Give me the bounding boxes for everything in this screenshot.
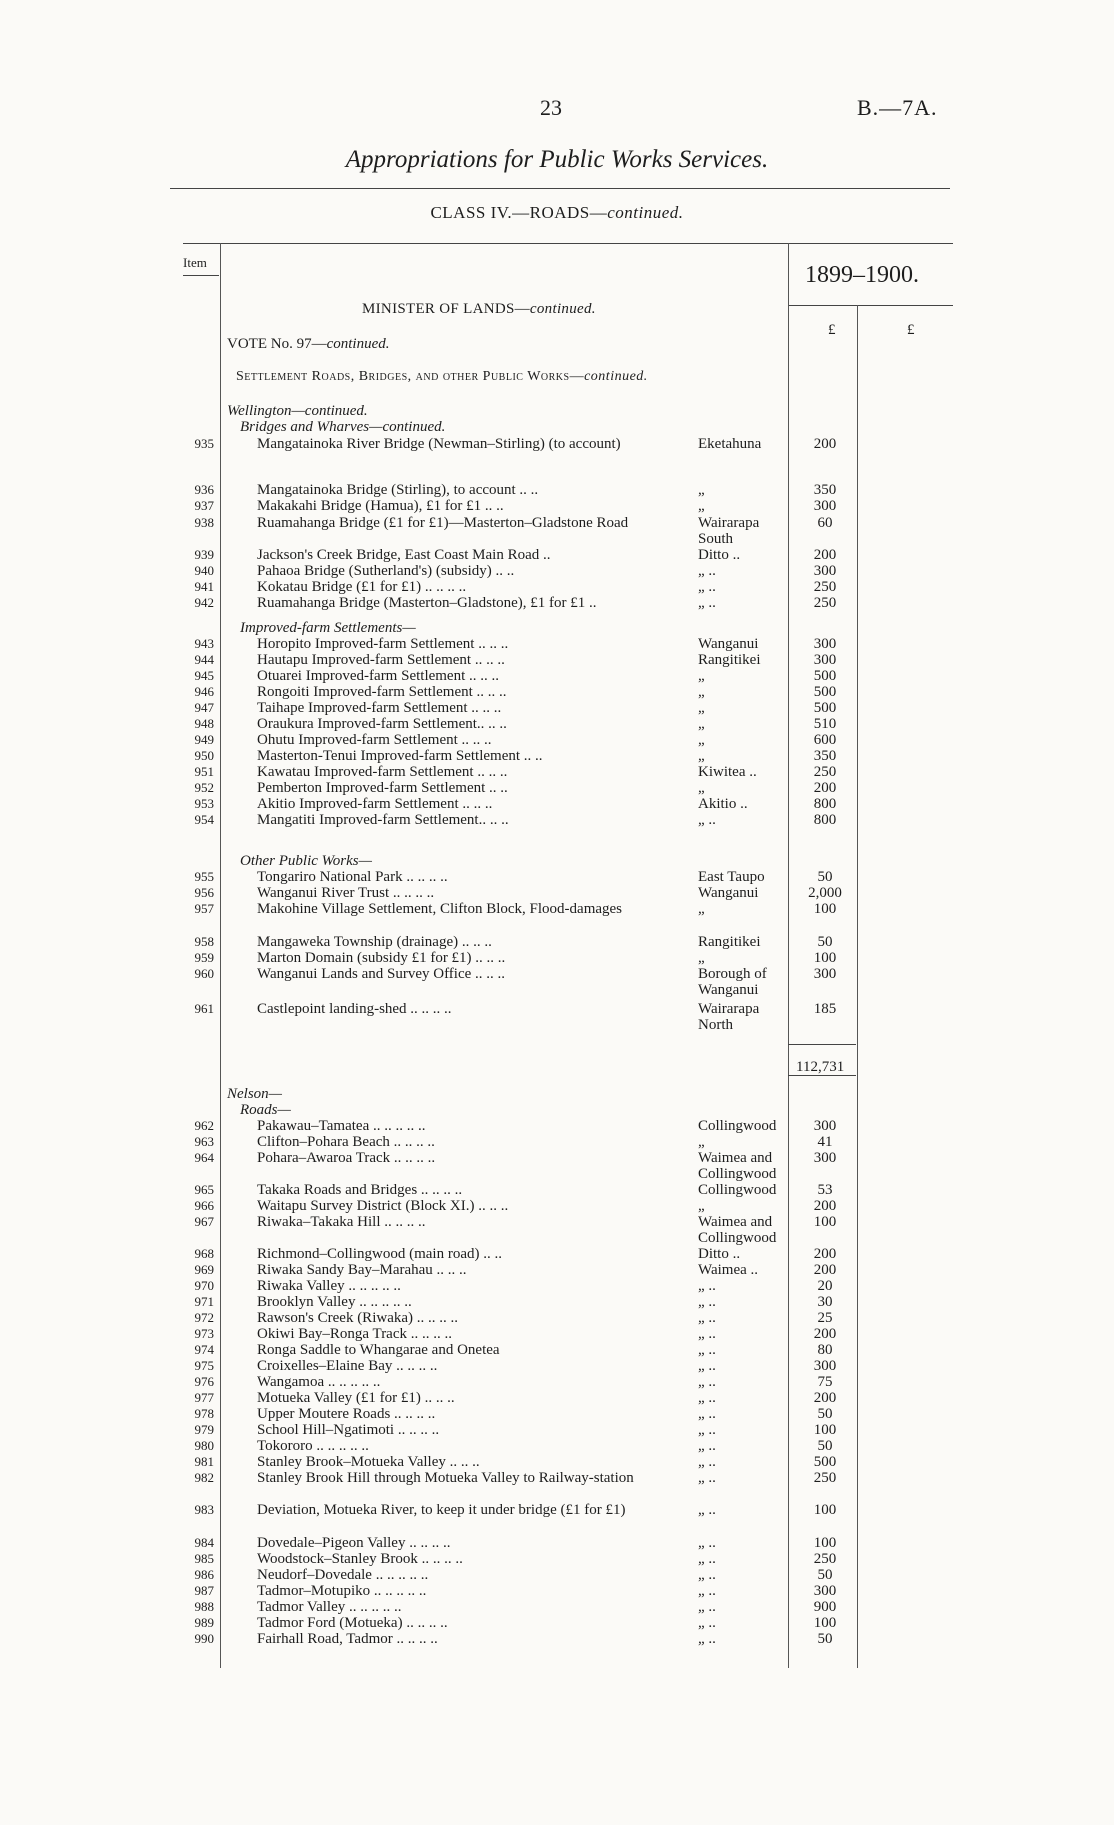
- item-amount: 300: [813, 563, 837, 579]
- item-number: 954: [194, 812, 214, 827]
- item-amount: 80: [817, 1342, 833, 1358]
- currency-symbol-2: £: [907, 322, 915, 338]
- item-description: Deviation, Motueka River, to keep it under bridge (£1 for £1): [257, 1502, 626, 1518]
- item-location: Eketahuna: [698, 436, 762, 452]
- item-location: „ ..: [698, 1438, 716, 1454]
- item-description: Pahaoa Bridge (Sutherland's) (subsidy) .. ..: [257, 563, 515, 579]
- item-amount: 250: [813, 764, 837, 780]
- item-number: 969: [194, 1262, 214, 1277]
- item-location: „ ..: [698, 812, 716, 828]
- item-location: „ ..: [698, 1631, 716, 1647]
- item-location: „: [698, 668, 705, 684]
- item-description: Riwaka Sandy Bay–Marahau .. .. ..: [257, 1262, 467, 1278]
- subheading-roads: Roads—: [240, 1102, 291, 1118]
- item-location: Waimea ..: [698, 1262, 759, 1278]
- item-description: Tadmor Ford (Motueka) .. .. .. ..: [257, 1615, 448, 1631]
- item-description: Richmond–Collingwood (main road) .. ..: [257, 1246, 502, 1262]
- item-amount: 250: [813, 1470, 837, 1486]
- item-amount: 2,000: [808, 885, 842, 901]
- item-location: Wairarapa South: [698, 515, 760, 547]
- item-number: 979: [194, 1422, 214, 1437]
- item-description: Makohine Village Settlement, Clifton Block, Flood-damages: [257, 901, 623, 917]
- section-heading: Settlement Roads, Bridges, and other Public Works—continued.: [236, 369, 648, 384]
- item-column-header: Item: [183, 255, 207, 270]
- item-location: „ ..: [698, 1567, 716, 1583]
- item-location: „: [698, 684, 705, 700]
- item-amount: 60: [817, 515, 833, 531]
- item-amount: 200: [813, 1198, 837, 1214]
- item-description: Croixelles–Elaine Bay .. .. .. ..: [257, 1358, 438, 1374]
- item-description: Ruamahanga Bridge (Masterton–Gladstone), £1 for £1 ..: [257, 595, 597, 611]
- item-location: „ ..: [698, 1535, 716, 1551]
- item-number: 961: [194, 1001, 214, 1016]
- item-amount: 200: [813, 1390, 837, 1406]
- item-description: Hautapu Improved-farm Settlement .. .. ..: [257, 652, 505, 668]
- item-description: Stanley Brook Hill through Motueka Valley to Railway-station: [257, 1470, 634, 1486]
- item-amount: 600: [813, 732, 837, 748]
- item-amount: 300: [813, 1118, 837, 1134]
- item-amount: 100: [813, 950, 837, 966]
- item-location: Borough of Wanganui: [698, 966, 767, 998]
- item-number: 946: [194, 684, 214, 699]
- item-amount: 500: [813, 1454, 837, 1470]
- item-amount: 350: [813, 482, 837, 498]
- item-location: „: [698, 1134, 705, 1150]
- item-amount: 350: [813, 748, 837, 764]
- item-amount: 500: [813, 700, 837, 716]
- item-number: 958: [194, 934, 214, 949]
- item-amount: 41: [817, 1134, 833, 1150]
- item-number: 952: [194, 780, 214, 795]
- subheading-bridges: Bridges and Wharves—continued.: [240, 419, 446, 435]
- item-description: Ronga Saddle to Whangarae and Onetea: [257, 1342, 500, 1358]
- item-amount: 50: [817, 1631, 833, 1647]
- item-description: Marton Domain (subsidy £1 for £1) .. .. ..: [257, 950, 506, 966]
- item-description: Tadmor–Motupiko .. .. .. .. ..: [257, 1583, 427, 1599]
- item-number: 967: [194, 1214, 214, 1229]
- item-amount: 100: [813, 1214, 837, 1230]
- item-description: Wanganui Lands and Survey Office .. .. ..: [257, 966, 506, 982]
- item-location: „: [698, 950, 705, 966]
- item-description: Jackson's Creek Bridge, East Coast Main Road ..: [257, 547, 551, 563]
- item-location: „ ..: [698, 1599, 716, 1615]
- item-number: 968: [194, 1246, 214, 1261]
- item-location: Akitio ..: [698, 796, 748, 812]
- item-amount: 200: [813, 436, 837, 452]
- item-location: „ ..: [698, 1583, 716, 1599]
- item-description: School Hill–Ngatimoti .. .. .. ..: [257, 1422, 440, 1438]
- item-location: Collingwood: [698, 1182, 777, 1198]
- item-number: 944: [194, 652, 214, 667]
- item-location: „ ..: [698, 1326, 716, 1342]
- item-number: 974: [194, 1342, 214, 1357]
- item-number: 983: [194, 1502, 214, 1517]
- table-top-rule: [183, 243, 953, 244]
- item-amount: 50: [817, 1567, 833, 1583]
- item-location: „ ..: [698, 579, 716, 595]
- subheading-other-works: Other Public Works—: [240, 853, 372, 869]
- item-number: 976: [194, 1374, 214, 1389]
- item-description: Castlepoint landing-shed .. .. .. ..: [257, 1001, 452, 1017]
- item-amount: 300: [813, 1358, 837, 1374]
- item-description: Tokororo .. .. .. .. ..: [257, 1438, 369, 1454]
- vote-label: VOTE No. 97—continued.: [227, 336, 390, 352]
- item-description: Tadmor Valley .. .. .. .. ..: [257, 1599, 402, 1615]
- item-number: 989: [194, 1615, 214, 1630]
- item-number: 975: [194, 1358, 214, 1373]
- item-description: Ohutu Improved-farm Settlement .. .. ..: [257, 732, 492, 748]
- item-description: Riwaka Valley .. .. .. .. ..: [257, 1278, 401, 1294]
- item-amount: 200: [813, 1262, 837, 1278]
- item-amount: 500: [813, 684, 837, 700]
- item-amount: 100: [813, 1422, 837, 1438]
- item-description: Mangaweka Township (drainage) .. .. ..: [257, 934, 492, 950]
- item-amount: 200: [813, 1326, 837, 1342]
- item-location: „ ..: [698, 595, 716, 611]
- title-rule: [170, 188, 950, 189]
- item-location: Wanganui: [698, 636, 759, 652]
- item-description: Clifton–Pohara Beach .. .. .. ..: [257, 1134, 435, 1150]
- item-amount: 200: [813, 1246, 837, 1262]
- item-amount: 100: [813, 1502, 837, 1518]
- item-description: Akitio Improved-farm Settlement .. .. ..: [257, 796, 493, 812]
- item-header-rule: [183, 275, 219, 276]
- item-number: 943: [194, 636, 214, 651]
- document-reference: B.—7A.: [857, 95, 938, 120]
- item-location: „ ..: [698, 1310, 716, 1326]
- item-number: 953: [194, 796, 214, 811]
- item-description: Masterton-Tenui Improved-farm Settlement .. ..: [257, 748, 543, 764]
- item-location: „ ..: [698, 1406, 716, 1422]
- item-amount: 510: [813, 716, 837, 732]
- item-description: Stanley Brook–Motueka Valley .. .. ..: [257, 1454, 480, 1470]
- item-description: Pohara–Awaroa Track .. .. .. ..: [257, 1150, 436, 1166]
- item-amount: 53: [817, 1182, 833, 1198]
- item-number: 978: [194, 1406, 214, 1421]
- item-location: „ ..: [698, 1615, 716, 1631]
- item-number: 950: [194, 748, 214, 763]
- item-amount: 300: [813, 1583, 837, 1599]
- item-amount: 250: [813, 579, 837, 595]
- item-location: „: [698, 780, 705, 796]
- item-location: „: [698, 482, 705, 498]
- page-number: 23: [540, 95, 562, 120]
- item-description: Neudorf–Dovedale .. .. .. .. ..: [257, 1567, 429, 1583]
- class-heading: CLASS IV.—ROADS—continued.: [430, 203, 684, 222]
- item-description: Wanganui River Trust .. .. .. ..: [257, 885, 435, 901]
- minister-heading: MINISTER OF LANDS—continued.: [362, 301, 596, 317]
- item-location: „ ..: [698, 1422, 716, 1438]
- item-description: Mangatainoka River Bridge (Newman–Stirling) (to account): [257, 436, 621, 452]
- item-amount: 300: [813, 966, 837, 982]
- item-amount: 300: [813, 498, 837, 514]
- item-number: 962: [194, 1118, 214, 1133]
- item-description: Brooklyn Valley .. .. .. .. ..: [257, 1294, 412, 1310]
- item-number: 945: [194, 668, 214, 683]
- item-amount: 75: [817, 1374, 833, 1390]
- item-description: Oraukura Improved-farm Settlement.. .. ..: [257, 716, 507, 732]
- item-description: Ruamahanga Bridge (£1 for £1)—Masterton–Gladstone Road: [257, 515, 629, 531]
- year-header-rule: [788, 305, 953, 306]
- item-number: 971: [194, 1294, 214, 1309]
- item-number: 985: [194, 1551, 214, 1566]
- item-location: „ ..: [698, 1358, 716, 1374]
- item-location: „ ..: [698, 1454, 716, 1470]
- item-description: Fairhall Road, Tadmor .. .. .. ..: [257, 1631, 438, 1647]
- item-location: „ ..: [698, 563, 716, 579]
- item-amount: 30: [817, 1294, 833, 1310]
- item-description: Horopito Improved-farm Settlement .. .. ..: [257, 636, 509, 652]
- item-number: 972: [194, 1310, 214, 1325]
- item-location: „ ..: [698, 1502, 716, 1518]
- item-number: 973: [194, 1326, 214, 1341]
- item-location: „ ..: [698, 1390, 716, 1406]
- page-title: Appropriations for Public Works Services.: [345, 146, 769, 173]
- item-location: Ditto ..: [698, 547, 741, 563]
- item-number: 965: [194, 1182, 214, 1197]
- item-amount: 200: [813, 547, 837, 563]
- item-amount: 20: [817, 1278, 833, 1294]
- item-location: „ ..: [698, 1342, 716, 1358]
- item-description: Okiwi Bay–Ronga Track .. .. .. ..: [257, 1326, 452, 1342]
- item-location: Kiwitea ..: [698, 764, 757, 780]
- item-location: Wairarapa North: [698, 1001, 760, 1033]
- item-amount: 500: [813, 668, 837, 684]
- item-location: „: [698, 732, 705, 748]
- item-amount: 200: [813, 780, 837, 796]
- total-column-divider: [857, 305, 858, 1668]
- item-amount: 50: [817, 1406, 833, 1422]
- item-number: 981: [194, 1454, 214, 1469]
- item-description: Mangatiti Improved-farm Settlement.. .. ..: [257, 812, 509, 828]
- item-amount: 50: [817, 1438, 833, 1454]
- item-amount: 300: [813, 652, 837, 668]
- item-number: 937: [194, 498, 214, 513]
- item-number: 982: [194, 1470, 214, 1485]
- item-location: East Taupo: [698, 869, 765, 885]
- item-number: 939: [194, 547, 214, 562]
- item-number: 984: [194, 1535, 214, 1550]
- item-description: Makakahi Bridge (Hamua), £1 for £1 .. ..: [257, 498, 504, 514]
- item-number: 988: [194, 1599, 214, 1614]
- item-amount: 100: [813, 901, 837, 917]
- item-description: Tongariro National Park .. .. .. ..: [257, 869, 448, 885]
- item-location: „ ..: [698, 1374, 716, 1390]
- item-location: Collingwood: [698, 1118, 777, 1134]
- item-description: Waitapu Survey District (Block XI.) .. .. ..: [257, 1198, 509, 1214]
- item-amount: 100: [813, 1535, 837, 1551]
- item-number: 977: [194, 1390, 214, 1405]
- item-description: Pemberton Improved-farm Settlement .. ..: [257, 780, 508, 796]
- item-description: Otuarei Improved-farm Settlement .. .. ..: [257, 668, 500, 684]
- item-amount: 800: [813, 796, 837, 812]
- item-number: 980: [194, 1438, 214, 1453]
- wellington-subtotal: 112,731: [796, 1059, 845, 1075]
- item-number: 986: [194, 1567, 214, 1582]
- item-description: Rongoiti Improved-farm Settlement .. .. ..: [257, 684, 507, 700]
- item-location: Waimea and Collingwood: [698, 1214, 777, 1246]
- item-description: Dovedale–Pigeon Valley .. .. .. ..: [257, 1535, 451, 1551]
- item-number: 949: [194, 732, 214, 747]
- item-description: Takaka Roads and Bridges .. .. .. ..: [257, 1182, 463, 1198]
- region-nelson: Nelson—: [227, 1086, 283, 1102]
- item-location: „ ..: [698, 1551, 716, 1567]
- item-amount: 100: [813, 1615, 837, 1631]
- item-number: 956: [194, 885, 214, 900]
- item-location: „: [698, 716, 705, 732]
- item-location: Rangitikei: [698, 934, 761, 950]
- currency-symbol-1: £: [828, 322, 836, 338]
- item-number: 959: [194, 950, 214, 965]
- item-number: 942: [194, 595, 214, 610]
- year-column-header: 1899–1900.: [805, 262, 919, 288]
- item-amount: 800: [813, 812, 837, 828]
- item-description: Motueka Valley (£1 for £1) .. .. ..: [257, 1390, 455, 1406]
- item-number: 964: [194, 1150, 214, 1165]
- subtotal-rule: [788, 1044, 856, 1045]
- item-description: Upper Moutere Roads .. .. .. ..: [257, 1406, 436, 1422]
- item-column-divider: [220, 243, 221, 1668]
- item-number: 947: [194, 700, 214, 715]
- item-number: 940: [194, 563, 214, 578]
- item-description: Riwaka–Takaka Hill .. .. .. ..: [257, 1214, 426, 1230]
- region-wellington: Wellington—continued.: [227, 403, 368, 419]
- item-location: „: [698, 700, 705, 716]
- item-number: 957: [194, 901, 214, 916]
- item-amount: 50: [817, 934, 833, 950]
- item-location: „: [698, 748, 705, 764]
- item-amount: 300: [813, 636, 837, 652]
- item-number: 990: [194, 1631, 214, 1646]
- item-number: 966: [194, 1198, 214, 1213]
- item-number: 951: [194, 764, 214, 779]
- item-description: Mangatainoka Bridge (Stirling), to account .. ..: [257, 482, 539, 498]
- subtotal-bottom-rule: [788, 1075, 856, 1076]
- item-location: „ ..: [698, 1470, 716, 1486]
- item-number: 970: [194, 1278, 214, 1293]
- item-description: Pakawau–Tamatea .. .. .. .. ..: [257, 1118, 426, 1134]
- item-amount: 25: [817, 1310, 833, 1326]
- item-number: 955: [194, 869, 214, 884]
- item-location: Ditto ..: [698, 1246, 741, 1262]
- item-number: 960: [194, 966, 214, 981]
- item-amount: 50: [817, 869, 833, 885]
- item-number: 963: [194, 1134, 214, 1149]
- item-description: Rawson's Creek (Riwaka) .. .. .. ..: [257, 1310, 458, 1326]
- item-amount: 250: [813, 1551, 837, 1567]
- item-description: Taihape Improved-farm Settlement .. .. ..: [257, 700, 502, 716]
- item-number: 935: [194, 436, 214, 451]
- item-location: „ ..: [698, 1294, 716, 1310]
- item-amount: 900: [813, 1599, 837, 1615]
- item-amount: 185: [813, 1001, 837, 1017]
- item-amount: 300: [813, 1150, 837, 1166]
- item-number: 941: [194, 579, 214, 594]
- item-description: Wangamoa .. .. .. .. ..: [257, 1374, 381, 1390]
- item-number: 987: [194, 1583, 214, 1598]
- item-location: Waimea and Collingwood: [698, 1150, 777, 1182]
- item-location: Wanganui: [698, 885, 759, 901]
- item-number: 938: [194, 515, 214, 530]
- item-description: Kawatau Improved-farm Settlement .. .. ..: [257, 764, 508, 780]
- item-description: Kokatau Bridge (£1 for £1) .. .. .. ..: [257, 579, 467, 595]
- item-number: 948: [194, 716, 214, 731]
- item-amount: 250: [813, 595, 837, 611]
- item-location: Rangitikei: [698, 652, 761, 668]
- item-location: „: [698, 498, 705, 514]
- item-location: „: [698, 901, 705, 917]
- item-description: Woodstock–Stanley Brook .. .. .. ..: [257, 1551, 463, 1567]
- subheading-improved-farm: Improved-farm Settlements—: [240, 620, 416, 636]
- item-location: „ ..: [698, 1278, 716, 1294]
- item-number: 936: [194, 482, 214, 497]
- item-location: „: [698, 1198, 705, 1214]
